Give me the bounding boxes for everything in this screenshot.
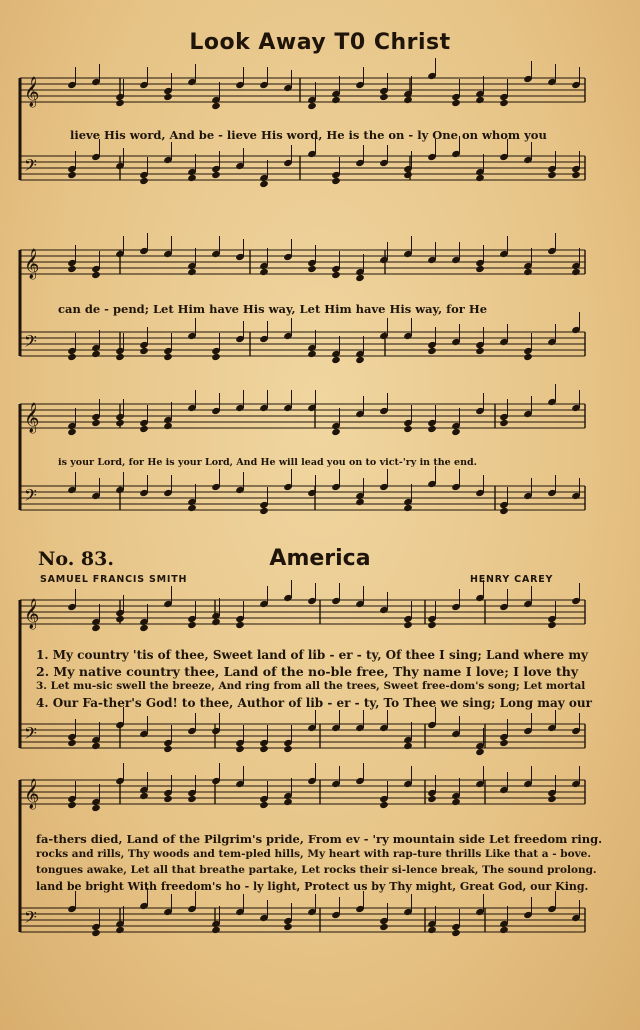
note-head — [427, 347, 437, 355]
bass-clef: 𝄢 — [24, 155, 37, 179]
bass-clef: 𝄢 — [24, 907, 37, 931]
treble-clef: 𝄞 — [24, 599, 40, 629]
note-head — [67, 428, 77, 436]
note-head — [403, 425, 413, 433]
note-head — [307, 102, 317, 110]
note-head — [499, 926, 509, 934]
note-head — [115, 615, 125, 623]
note-head — [115, 99, 125, 107]
note-head — [211, 171, 221, 179]
note-head — [427, 621, 437, 629]
note-head — [547, 621, 557, 629]
note-head — [187, 174, 197, 182]
note-head — [163, 422, 173, 430]
verse-1-line-2: fa-thers died, Land of the Pilgrim's pride, From ev - 'ry mountain side Let freedom ring. — [36, 832, 603, 846]
lyric-line-1: lieve His word, And be - lieve His word, He is the on - ly One on whom you — [70, 128, 547, 142]
verse-2-line-2: rocks and rills, Thy woods and tem-pled hills, My heart with rap-ture thrills Like that a - bove. — [36, 848, 592, 860]
note-head — [91, 624, 101, 632]
note-head — [499, 99, 509, 107]
note-head — [67, 801, 77, 809]
note-head — [211, 102, 221, 110]
note-head — [331, 428, 341, 436]
note-head — [451, 798, 461, 806]
note-head — [307, 265, 317, 273]
note-head — [139, 347, 149, 355]
note-head — [139, 177, 149, 185]
note-head — [331, 177, 341, 185]
note-head — [427, 425, 437, 433]
bass-clef: 𝄢 — [24, 723, 37, 747]
note-head — [91, 742, 101, 750]
note-head — [571, 171, 581, 179]
note-head — [523, 268, 533, 276]
note-head — [547, 795, 557, 803]
note-head — [139, 792, 149, 800]
note-head — [259, 507, 269, 515]
note-head — [355, 498, 365, 506]
verse-4-line-1: 4. Our Fa-ther's God! to thee, Author of lib - er - ty, To Thee we sing; Long may our — [36, 696, 592, 710]
note-head — [427, 795, 437, 803]
note-head — [187, 504, 197, 512]
bass-clef: 𝄢 — [24, 485, 37, 509]
note-head — [163, 745, 173, 753]
note-head — [259, 801, 269, 809]
note-head — [163, 93, 173, 101]
note-head — [91, 929, 101, 937]
note-head — [355, 274, 365, 282]
treble-clef: 𝄞 — [24, 249, 40, 279]
song-title-look-away: Look Away T0 Christ — [189, 30, 451, 55]
note-head — [163, 795, 173, 803]
note-head — [163, 353, 173, 361]
note-head — [259, 745, 269, 753]
words-credit: SAMUEL FRANCIS SMITH — [40, 574, 188, 585]
note-head — [283, 745, 293, 753]
note-head — [331, 96, 341, 104]
note-head — [283, 798, 293, 806]
note-head — [235, 621, 245, 629]
note-head — [355, 356, 365, 364]
note-head — [211, 353, 221, 361]
note-head — [91, 271, 101, 279]
note-head — [67, 353, 77, 361]
note-head — [379, 93, 389, 101]
music-credit: HENRY CAREY — [470, 574, 554, 585]
note-head — [475, 748, 485, 756]
lyric-line-2: can de - pend; Let Him have His way, Let Him have His way, for He — [58, 302, 488, 316]
bass-clef: 𝄢 — [24, 331, 37, 355]
note-head — [91, 419, 101, 427]
note-head — [403, 621, 413, 629]
note-head — [211, 618, 221, 626]
treble-clef: 𝄞 — [24, 77, 40, 107]
note-head — [499, 507, 509, 515]
note-head — [499, 739, 509, 747]
note-head — [451, 428, 461, 436]
note-head — [283, 923, 293, 931]
note-head — [187, 795, 197, 803]
treble-clef: 𝄞 — [24, 779, 40, 809]
note-head — [331, 271, 341, 279]
note-head — [475, 347, 485, 355]
song-title-america: America — [269, 546, 371, 571]
treble-clef: 𝄞 — [24, 403, 40, 433]
note-head — [475, 96, 485, 104]
note-head — [115, 353, 125, 361]
note-head — [235, 745, 245, 753]
note-head — [115, 419, 125, 427]
note-head — [403, 504, 413, 512]
verse-3-line-1: 3. Let mu-sic swell the breeze, And ring from all the trees, Sweet free-dom's song; Let mortal — [36, 680, 586, 692]
verse-1-line-1: 1. My country 'tis of thee, Sweet land of lib - er - ty, Of thee I sing; Land where my — [36, 648, 589, 662]
note-head — [379, 801, 389, 809]
note-head — [139, 624, 149, 632]
note-head — [211, 926, 221, 934]
note-head — [187, 268, 197, 276]
note-head — [403, 96, 413, 104]
note-head — [187, 621, 197, 629]
note-head — [571, 268, 581, 276]
verse-2-line-1: 2. My native country thee, Land of the no-ble free, Thy name I love; I love thy — [36, 664, 579, 679]
verse-3-line-2: tongues awake, Let all that breathe partake, Let rocks their si-lence break, The sound prolong. — [36, 864, 597, 876]
note-head — [379, 923, 389, 931]
note-head — [331, 356, 341, 364]
lyric-line-3: is your Lord, for He is your Lord, And He will lead you on to vict-'ry in the end. — [58, 457, 477, 468]
note-head — [451, 929, 461, 937]
note-head — [499, 419, 509, 427]
note-head — [451, 99, 461, 107]
note-head — [91, 350, 101, 358]
note-head — [403, 742, 413, 750]
note-head — [547, 171, 557, 179]
note-head — [307, 350, 317, 358]
note-head — [259, 268, 269, 276]
note-head — [403, 171, 413, 179]
note-head — [139, 425, 149, 433]
note-head — [523, 353, 533, 361]
note-head — [67, 739, 77, 747]
hymn-number: No. 83. — [38, 548, 114, 570]
note-head — [91, 804, 101, 812]
note-head — [475, 265, 485, 273]
verse-4-line-2: land be bright With freedom's ho - ly light, Protect us by Thy might, Great God, our King. — [36, 880, 589, 893]
note-head — [67, 171, 77, 179]
note-head — [427, 926, 437, 934]
note-head — [259, 180, 269, 188]
note-head — [67, 265, 77, 273]
note-head — [115, 926, 125, 934]
note-head — [475, 174, 485, 182]
